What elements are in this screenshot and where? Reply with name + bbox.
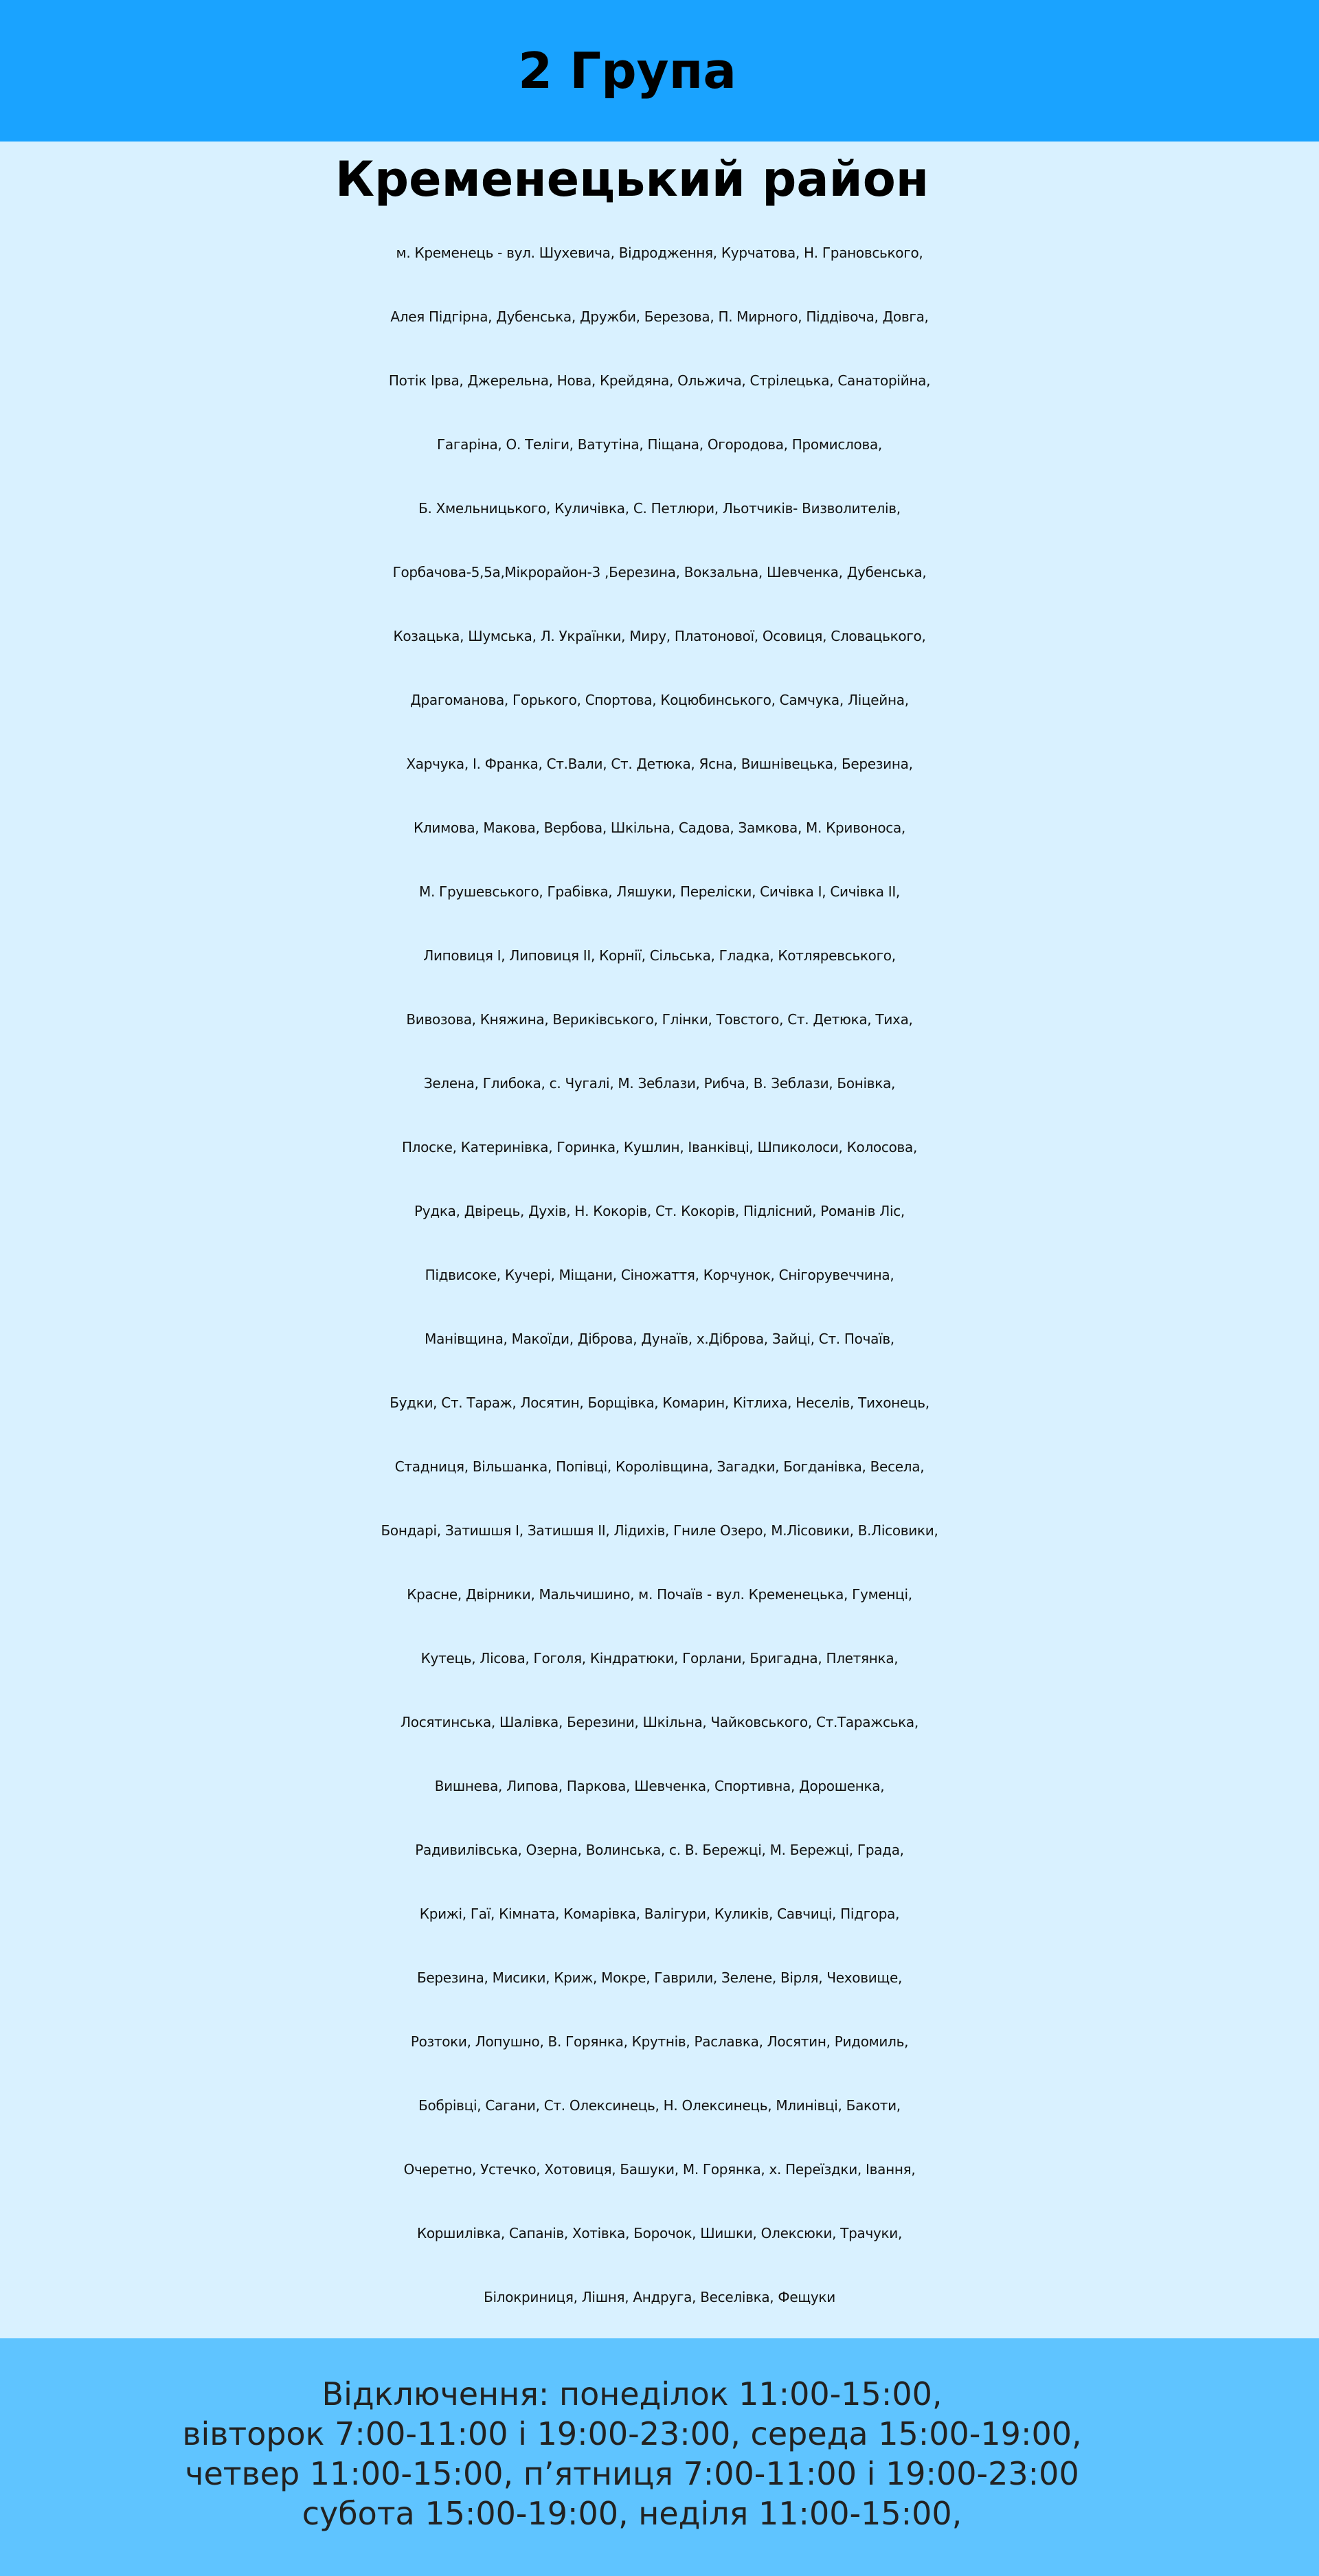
address-line: Зелена, Глибока, с. Чугалi, М. Зеблази, Рибча, В. Зеблази, Бонiвка, [423, 1075, 896, 1092]
address-line: Стадниця, Вiльшанка, Попiвцi, Королiвщина, Загадки, Богданiвка, Весела, [394, 1458, 925, 1475]
address-line: Крижi, Гаї, Кiмната, Комарiвка, Валiгури, Куликiв, Савчицi, Пiдгора, [419, 1906, 900, 1922]
address-line: Драгоманова, Горького, Спортова, Коцюбинського, Самчука, Ліцейна, [410, 692, 909, 708]
address-line: Потік Ірва, Джерельна, Нова, Крейдяна, Ольжича, Стрілецька, Санаторійна, [388, 372, 931, 389]
schedule-line: вівторок 7:00-11:00 і 19:00-23:00, середа 15:00-19:00, [182, 2415, 1082, 2452]
address-line: Плоске, Катеринiвка, Горинка, Кушлин, Iванкiвцi, Шпиколоси, Колосова, [401, 1139, 918, 1155]
address-line: Бобрiвцi, Сагани, Ст. Олексинець, Н. Олексинець, Млинiвцi, Бакоти, [418, 2097, 901, 2114]
address-line: Вишнева, Липова, Паркова, Шевченка, Спортивна, Дорошенка, [434, 1778, 885, 1794]
address-line: Кутець, Лiсова, Гоголя, Кiндратюки, Горлани, Бригадна, Плетянка, [420, 1650, 899, 1667]
schedule-line: четвер 11:00-15:00, п’ятниця 7:00-11:00 і 19:00-23:00 [185, 2455, 1079, 2492]
outage-schedule [0, 2374, 1264, 2533]
address-line: Козацька, Шумська, Л. Українки, Миру, Платонової, Осовиця, Словацького, [393, 628, 926, 644]
address-line: Пiдвисоке, Кучерi, Мiщани, Сiножаття, Корчунок, Снiгорувеччина, [425, 1267, 894, 1283]
address-line: Вивозова, Княжина, Верикiвського, Глiнки, Товстого, Ст. Детюка, Тиха, [406, 1011, 913, 1028]
address-line: Будки, Ст. Тараж, Лосятин, Борщiвка, Комарин, Кiтлиха, Неселiв, Тихонець, [390, 1394, 929, 1411]
address-line: Бiлокриниця, Лiшня, Андруга, Веселiвка, Фещуки [484, 2289, 835, 2305]
address-line: Красне, Двiрники, Мальчишино, м. Почаїв - вул. Кременецька, Гуменцi, [407, 1586, 912, 1603]
address-line: Алея Підгірна, Дубенська, Дружби, Березова, П. Мирного, Піддівоча, Довга, [390, 308, 929, 325]
address-line: М. Грушевського, Грабівка, Ляшуки, Перелiски, Сичiвка I, Сичiвка II, [418, 883, 900, 900]
address-line: Бондарi, Затишшя I, Затишшя II, Лiдихiв, Гниле Озеро, М.Лiсовики, В.Лiсовики, [381, 1522, 938, 1539]
address-line: Березина, Мисики, Криж, Мокре, Гаврили, Зелене, Вiрля, Чеховище, [416, 1969, 903, 1986]
address-line: Климова, Макова, Вербова, Шкільна, Садова, Замкова, М. Кривоноса, [414, 820, 905, 836]
address-line: Коршилiвка, Сапанiв, Хотiвка, Борочок, Шишки, Олексюки, Трачуки, [416, 2225, 903, 2241]
address-line: м. Кременець - вул. Шухевича, Відродження, Курчатова, Н. Грановського, [396, 245, 923, 261]
address-line: Харчука, І. Франка, Ст.Вали, Ст. Детюка, Ясна, Вишнівецька, Березина, [406, 756, 913, 772]
schedule-line: Відключення: понеділок 11:00-15:00, [322, 2375, 943, 2413]
address-line: Очеретно, Устечко, Хотовиця, Башуки, М. Горянка, х. Переїздки, Iвання, [403, 2161, 916, 2178]
address-line: Гагаріна, О. Теліги, Ватутіна, Піщана, Огородова, Промислова, [437, 436, 882, 453]
address-line: Рудка, Двiрець, Духiв, Н. Кокорiв, Ст. Кокорiв, Пiдлiсний, Романiв Лiс, [414, 1203, 905, 1219]
address-line: Лосятинська, Шалiвка, Березини, Шкiльна, Чайковського, Ст.Таражська, [401, 1714, 918, 1730]
address-line: Горбачова-5,5а,Мікрорайон-3 ,Березина, Вокзальна, Шевченка, Дубенська, [392, 564, 927, 580]
address-line: Манiвщина, Макоїди, Дiброва, Дунаїв, х.Дiброва, Зайцi, Ст. Почаїв, [425, 1331, 894, 1347]
district-title: Кременецький район [335, 151, 929, 207]
address-line: Розтоки, Лопушно, В. Горянка, Крутнiв, Раславка, Лосятин, Ридомиль, [410, 2033, 909, 2050]
address-line: Б. Хмельницького, Куличівка, С. Петлюри, Льотчиків- Визволителів, [418, 500, 901, 517]
schedule-line: субота 15:00-19:00, неділя 11:00-15:00, [302, 2495, 962, 2532]
address-line: Радивилiвська, Озерна, Волинська, с. В. Бережцi, М. Бережцi, Града, [415, 1842, 904, 1858]
group-title: 2 Група [518, 42, 736, 100]
address-line: Липовиця I, Липовиця II, Корнiї, Сiльська, Гладка, Котляревського, [423, 947, 896, 964]
address-list [0, 221, 1319, 2329]
